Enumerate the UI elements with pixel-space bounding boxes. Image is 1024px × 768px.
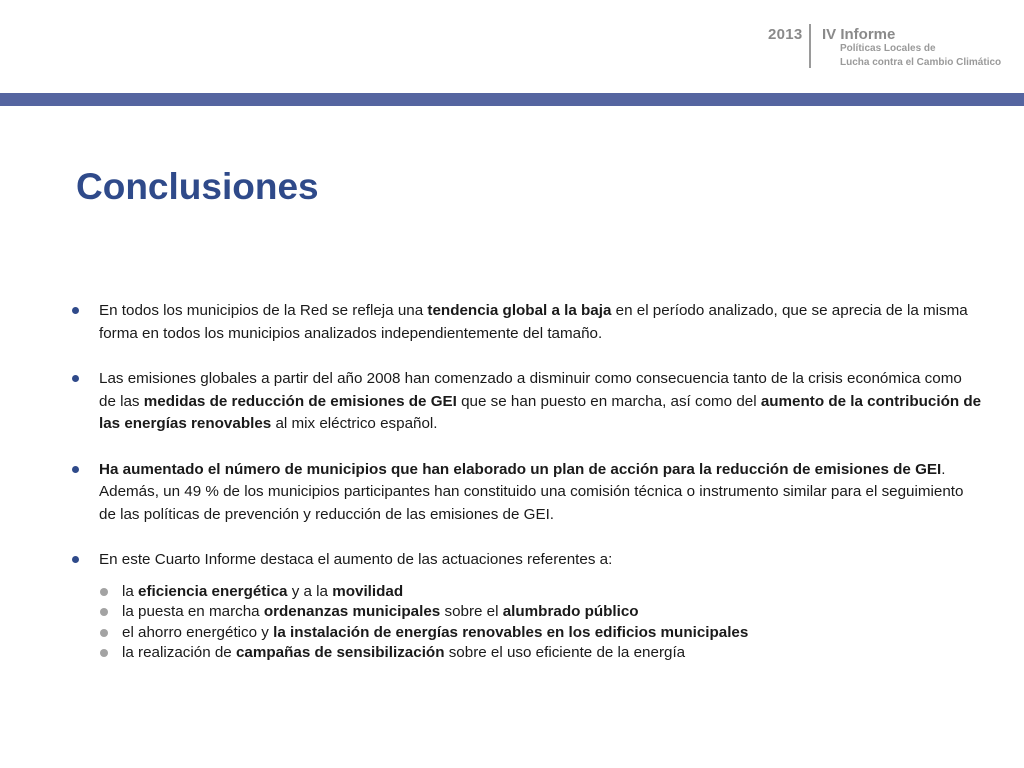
logo-divider [809, 24, 811, 68]
sub-bullet-list [99, 582, 982, 664]
text-segment: En este Cuarto Informe destaca el aumento de las actuaciones referentes a: [99, 551, 613, 568]
bold-text: ordenanzas municipales [263, 603, 441, 620]
text-segment: Las emisiones globales a partir del año 2008 han comenzado a disminuir como consecuencia tanto de la crisis económica como de las [99, 370, 962, 410]
text-segment: sobre el [440, 603, 503, 620]
bold-text: Ha aumentado el número de municipios que han elaborado un plan de acción para la reducción de emisiones de GEI [99, 460, 942, 478]
text-segment: la puesta en marcha [122, 603, 264, 620]
bullet-item [72, 300, 982, 345]
sub-bullet-item [99, 582, 982, 603]
bullet-dot-icon [72, 375, 79, 382]
text-segment: que se han puesto en marcha, así como del [456, 392, 761, 410]
sub-bullet-item [99, 623, 982, 644]
bullet-item [72, 368, 982, 436]
bullet-text [99, 300, 982, 345]
text-segment: En todos los municipios de la Red se refleja una [99, 302, 428, 319]
bold-text: tendencia global a la baja [427, 302, 612, 319]
logo-report-title: IV Informe [822, 26, 896, 43]
bold-text: medidas de reducción de emisiones de GEI [143, 392, 457, 410]
header-band [0, 93, 1024, 106]
bullet-text [99, 368, 982, 436]
sub-bullet-dot-icon [100, 588, 108, 596]
text-segment: en el período analizado, que se aprecia de la misma forma en todos los municipios analizados independientemente del tamaño. [99, 302, 968, 342]
bullet-dot-icon [72, 556, 79, 563]
report-logo [0, 22, 1024, 72]
text-segment: la [122, 582, 139, 600]
bold-text: alumbrado público [502, 603, 639, 620]
bold-text: movilidad [332, 582, 404, 600]
text-segment: al mix eléctrico español. [271, 415, 438, 432]
bullet-dot-icon [72, 466, 79, 473]
bullet-text [99, 459, 982, 527]
bold-text: campañas de sensibilización [235, 644, 445, 661]
logo-subtitle-line2: Lucha contra el Cambio Climático [840, 57, 1002, 68]
bold-text: aumento de la contribución de las energías renovables [99, 392, 982, 432]
conclusions-list [72, 300, 982, 687]
logo-subtitle-line1: Políticas Locales de [840, 43, 936, 54]
bold-text: eficiencia energética [138, 582, 288, 600]
sub-bullet-dot-icon [100, 649, 108, 657]
bullet-item [72, 549, 982, 664]
bullet-text [99, 549, 982, 572]
logo-year: 2013 [768, 26, 803, 43]
sub-bullet-item [99, 643, 982, 664]
sub-bullet-dot-icon [100, 608, 108, 616]
text-segment: sobre el uso eficiente de la energía [444, 644, 686, 661]
text-segment: el ahorro energético y [122, 623, 274, 641]
text-segment: y a la [287, 582, 333, 600]
text-segment: . Además, un 49 % de los municipios participantes han constituido una comisión técnica o instrumento similar para el seguimiento de las políticas de prevención y reducción de las emisiones de GEI. [99, 460, 964, 523]
bold-text: la instalación de energías renovables en los edificios municipales [273, 623, 749, 641]
sub-bullet-item [99, 602, 982, 623]
text-segment: la realización de [122, 644, 236, 661]
bullet-item [72, 459, 982, 527]
bullet-dot-icon [72, 307, 79, 314]
page-title: Conclusiones [76, 166, 319, 207]
sub-bullet-dot-icon [100, 629, 108, 637]
